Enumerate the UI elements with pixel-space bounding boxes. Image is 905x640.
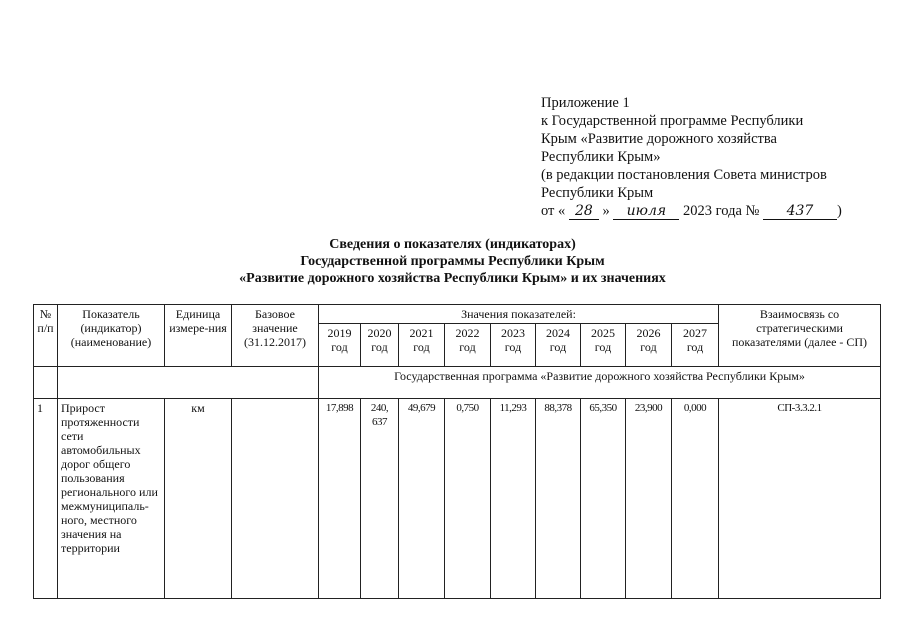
year-header: 2023 год xyxy=(491,324,536,367)
year-header: 2027 год xyxy=(672,324,719,367)
table-row xyxy=(34,399,881,599)
row-value-2024: 88,378 xyxy=(536,399,581,599)
header-num: № п/п xyxy=(34,305,58,367)
header-base: Базовое значение (31.12.2017) xyxy=(232,305,319,367)
year-header: 2022 год xyxy=(445,324,491,367)
date-prefix: от « xyxy=(541,203,566,219)
date-month-handwritten: июля xyxy=(613,204,679,220)
year-header: 2026 год xyxy=(626,324,672,367)
document-title xyxy=(0,236,905,287)
annex-date-line xyxy=(541,202,871,220)
row-value-2022: 0,750 xyxy=(445,399,491,599)
row-value-2027: 0,000 xyxy=(672,399,719,599)
year-header: 2024 год xyxy=(536,324,581,367)
row-value-2023: 11,293 xyxy=(491,399,536,599)
row-value-2019: 17,898 xyxy=(319,399,361,599)
date-mid: » xyxy=(602,203,610,219)
program-row-empty-cell xyxy=(34,367,58,399)
document-number-handwritten: 437 xyxy=(763,204,837,220)
header-unit: Единица измере-ния xyxy=(165,305,232,367)
annex-line-4: Республики Крым» xyxy=(541,149,661,165)
program-row xyxy=(34,367,881,399)
header-relation: Взаимосвязь со стратегическими показателями (далее - СП) xyxy=(719,305,881,367)
title-line-3: «Развитие дорожного хозяйства Республики Крым» и их значениях xyxy=(239,271,666,286)
year-header: 2019 год xyxy=(319,324,361,367)
annex-line-6: Республики Крым xyxy=(541,185,654,201)
header-indicator: Показатель (индикатор) (наименование) xyxy=(58,305,165,367)
row-relation: СП-3.3.2.1 xyxy=(719,399,881,599)
header-row xyxy=(34,305,881,324)
program-row-empty-cell xyxy=(58,367,319,399)
year-header: 2025 год xyxy=(581,324,626,367)
row-value-2020: 240, 637 xyxy=(361,399,399,599)
annex-line-5: (в редакции постановления Совета министров xyxy=(541,167,827,183)
row-value-2025: 65,350 xyxy=(581,399,626,599)
annex-block xyxy=(541,94,871,220)
row-num: 1 xyxy=(34,399,58,599)
row-unit: км xyxy=(165,399,232,599)
date-year-text: 2023 года № xyxy=(683,203,760,219)
annex-line-3: Крым «Развитие дорожного хозяйства xyxy=(541,131,777,147)
annex-line-1: Приложение 1 xyxy=(541,95,630,111)
title-line-1: Сведения о показателях (индикаторах) xyxy=(329,237,576,252)
date-suffix: ) xyxy=(836,203,842,219)
year-header: 2020 год xyxy=(361,324,399,367)
row-value-2026: 23,900 xyxy=(626,399,672,599)
header-values: Значения показателей: xyxy=(319,305,719,324)
row-base xyxy=(232,399,319,599)
row-value-2021: 49,679 xyxy=(399,399,445,599)
row-indicator: Прирост протяженности сети автомобильных дорог общего пользования регионального или межмуниципаль-ного, местного значения на территории xyxy=(58,399,165,599)
date-day-handwritten: 28 xyxy=(569,204,599,220)
indicators-table xyxy=(33,304,881,599)
annex-line-2: к Государственной программе Республики xyxy=(541,113,804,129)
year-header: 2021 год xyxy=(399,324,445,367)
program-row-title: Государственная программа «Развитие дорожного хозяйства Республики Крым» xyxy=(319,367,881,399)
title-line-2: Государственной программы Республики Крым xyxy=(300,254,605,269)
